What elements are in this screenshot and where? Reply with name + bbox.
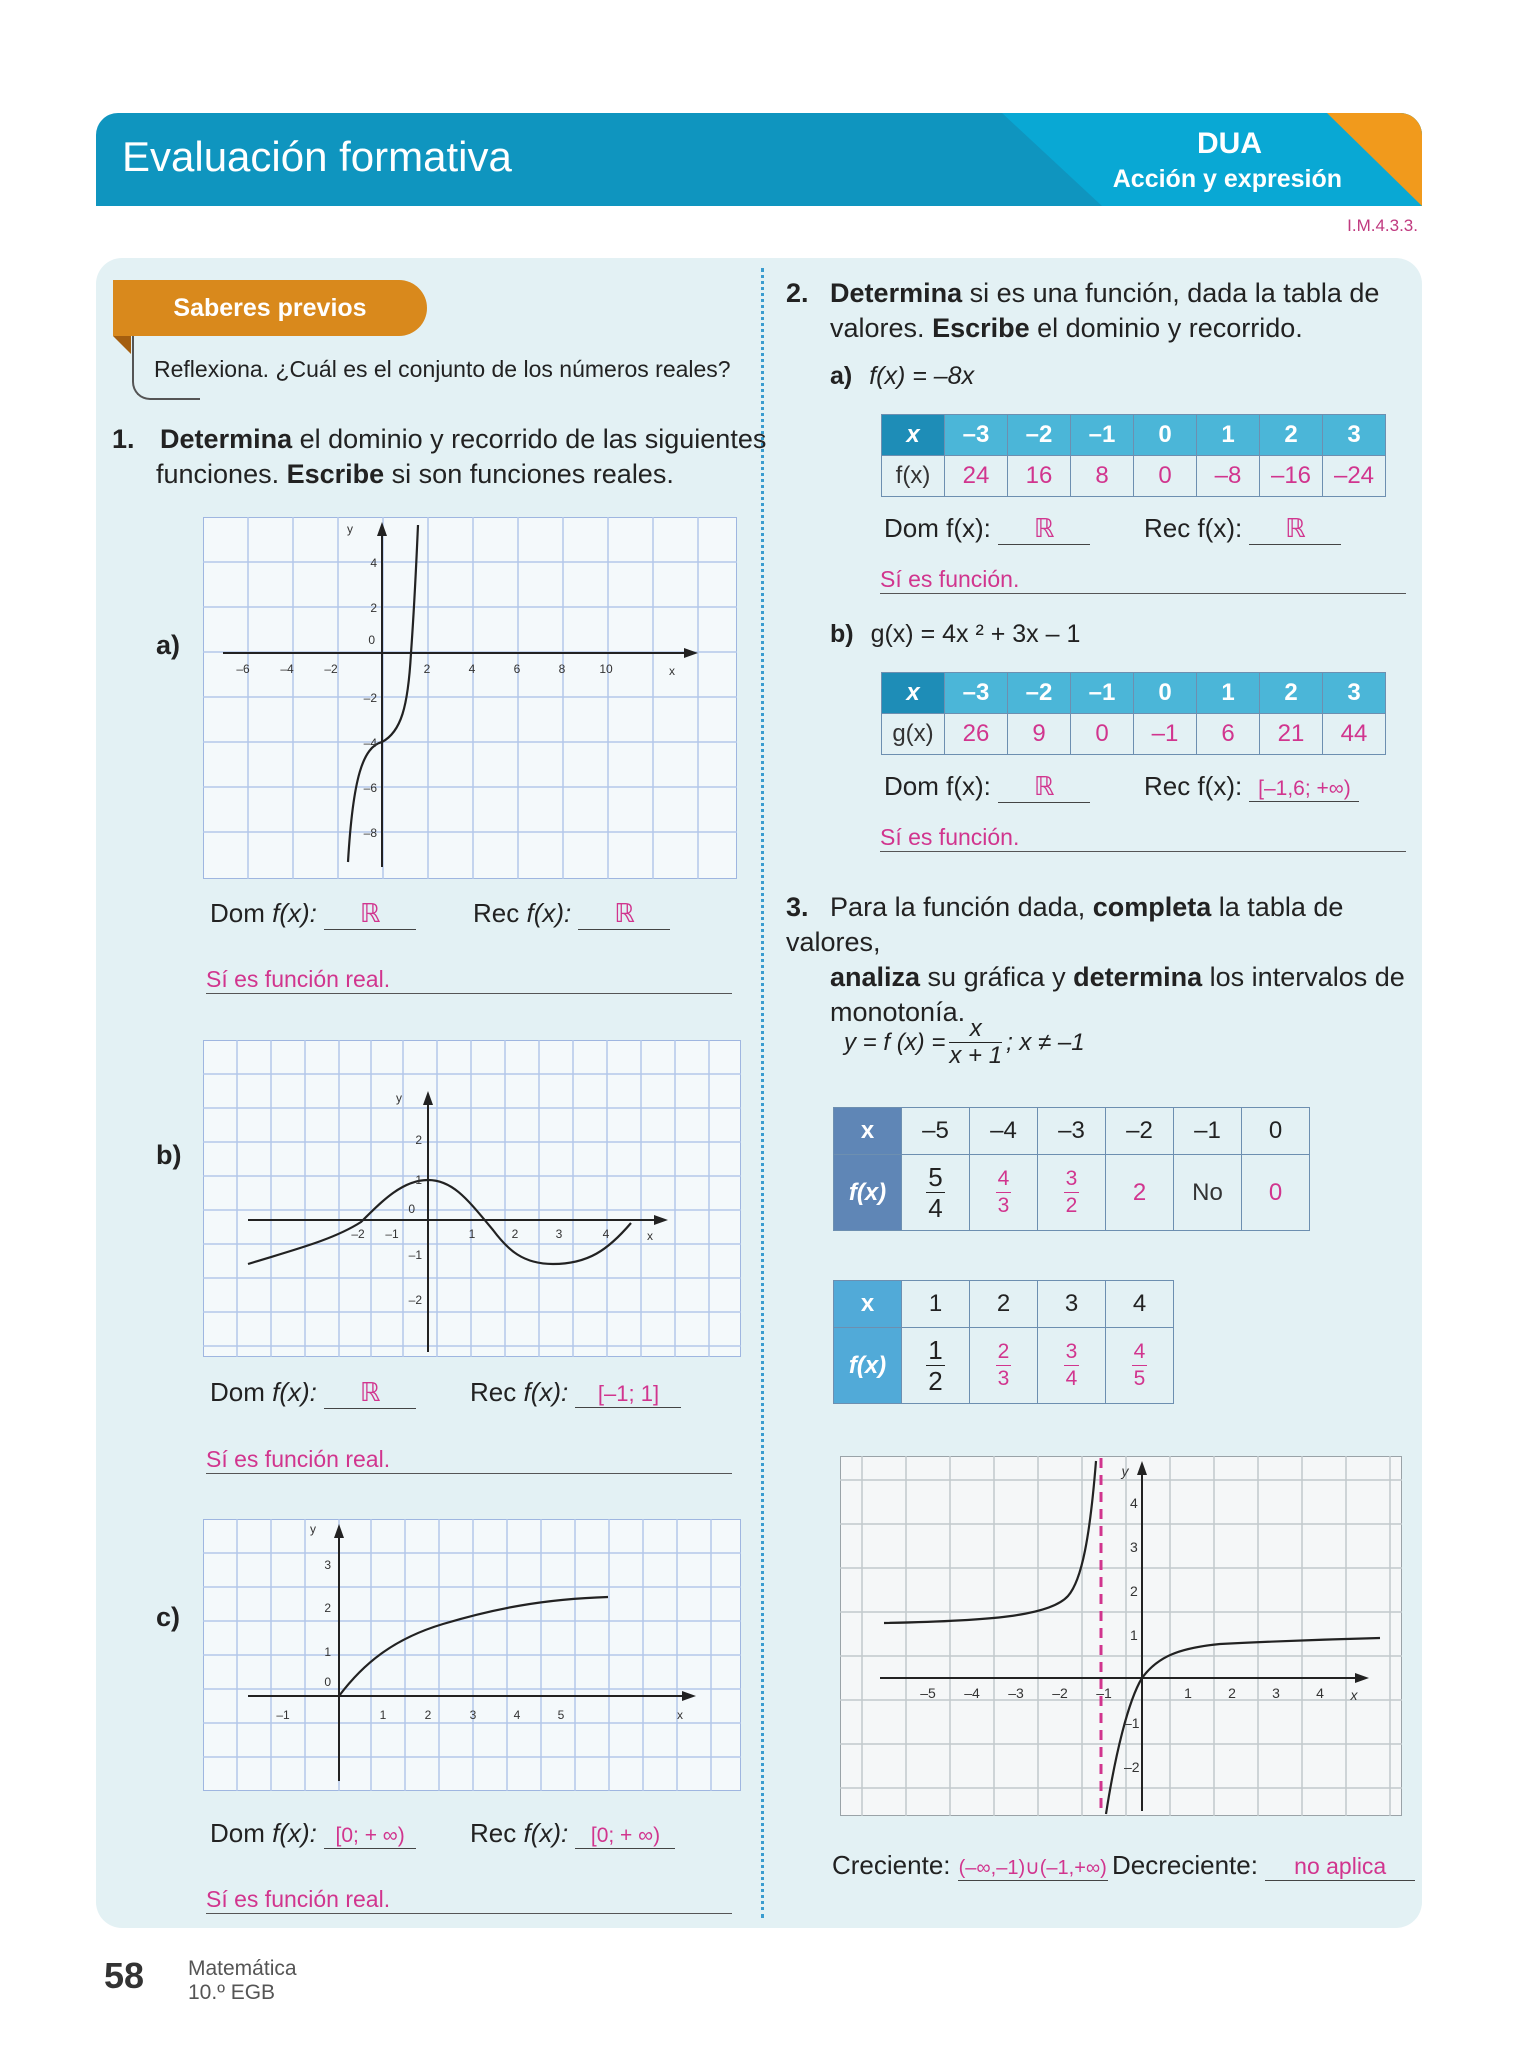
table-cell: –1 (1174, 1108, 1242, 1155)
q1c-rec-answer: [0; + ∞) (575, 1824, 675, 1849)
table-cell: 26 (945, 714, 1008, 755)
rec-label: Rec (470, 1818, 517, 1848)
tick-label: 4 (468, 662, 476, 676)
axis-x-name: x (1350, 1687, 1358, 1703)
table-cell: 8 (1071, 456, 1134, 497)
table-cell: 1 (1197, 673, 1260, 714)
tick-label: 3 (1130, 1539, 1138, 1555)
footer-subject-name: Matemática (188, 1957, 297, 1980)
q1b-label: b) (156, 1140, 182, 1170)
table-cell: 0 (1134, 673, 1197, 714)
axis-x-name: x (669, 664, 675, 678)
table-cell: 0 (1134, 415, 1197, 456)
axis-y-name: y (1121, 1463, 1129, 1479)
tick-label: 2 (423, 662, 431, 676)
tick-label: 5 (557, 1708, 565, 1722)
frac-den: 4 (1065, 1367, 1078, 1390)
axis-x-name: x (647, 1229, 653, 1243)
dua-subtitle: Acción y expresión (1112, 165, 1342, 193)
tick-label: –1 (1096, 1685, 1112, 1701)
q1-line1 (160, 422, 766, 457)
q2-text1: si es una función, dada la tabla de (962, 278, 1380, 308)
q2b-table (881, 672, 1386, 755)
tick-label: 2 (415, 1133, 422, 1147)
header-bar (96, 113, 1422, 206)
tick-label: 4 (1316, 1685, 1324, 1701)
table-header: f(x) (834, 1155, 902, 1231)
q1-text3: si son funciones reales. (384, 459, 674, 489)
tick-label: 4 (1130, 1495, 1138, 1511)
q3-formula (844, 1016, 1085, 1069)
q1a-label: a) (156, 630, 181, 660)
table-cell: No (1174, 1155, 1242, 1231)
fx-label: f(x): (272, 898, 317, 928)
formula-condition: ; x ≠ –1 (1006, 1028, 1085, 1056)
frac-den: 2 (1065, 1194, 1078, 1217)
tick-label: 10 (599, 662, 613, 676)
fx-label: f(x): (526, 898, 572, 928)
q2b-heading (830, 620, 1080, 649)
rec-label: Rec (470, 1377, 517, 1407)
q2b-label: b) (830, 620, 854, 648)
q2b-rec (1144, 771, 1359, 802)
tick-label: –4 (280, 662, 294, 676)
tick-label: –1 (408, 1248, 422, 1262)
table-cell: –1 (1071, 673, 1134, 714)
tick-label: 2 (1130, 1583, 1138, 1599)
page-number: 58 (104, 1955, 145, 1996)
decreciente-label: Decreciente: (1112, 1850, 1258, 1880)
table-cell (970, 1155, 1038, 1231)
q3-decreciente (1112, 1850, 1415, 1881)
q1c-dom-answer: [0; + ∞) (324, 1824, 416, 1849)
tick-label: 0 (408, 1202, 415, 1216)
q2b-formula: g(x) = 4x ² + 3x – 1 (870, 620, 1081, 648)
q1a-dom-answer: ℝ (324, 898, 416, 930)
tick-label: –2 (363, 691, 377, 705)
table-cell: 1 (902, 1281, 970, 1328)
q3-text: su gráfica y (920, 962, 1074, 992)
table-header: x (882, 415, 945, 456)
q2b-rec-answer: [–1,6; +∞) (1249, 777, 1359, 802)
table-cell (1038, 1155, 1106, 1231)
table-cell: –3 (945, 415, 1008, 456)
frac-den: 3 (997, 1194, 1010, 1217)
table-cell (970, 1328, 1038, 1404)
fx-label: f(x): (272, 1377, 317, 1407)
q1c-answer: Sí es función real. (206, 1886, 732, 1914)
formula-den: x + 1 (949, 1042, 1003, 1069)
q2b-dom (884, 771, 1090, 803)
frac-den: 5 (1133, 1367, 1146, 1390)
table-cell (902, 1155, 970, 1231)
q3-statement (786, 890, 1414, 1030)
footer-subject (188, 1957, 297, 2005)
q1b-answer: Sí es función real. (206, 1446, 732, 1474)
tick-label: 4 (370, 556, 377, 570)
frac-num: 1 (928, 1334, 943, 1365)
dom-label: Dom f(x): (884, 771, 991, 801)
q3-text: la tabla de valores, (786, 892, 1344, 957)
table-cell (902, 1328, 970, 1404)
tick-label: 3 (555, 1227, 563, 1241)
tick-label: –2 (1052, 1685, 1068, 1701)
q1c-dom (210, 1818, 416, 1849)
tick-label: –8 (363, 826, 377, 840)
tick-label: 3 (324, 1558, 331, 1572)
q3-verb: analiza (830, 962, 921, 992)
q1b-rec-answer: [–1; 1] (575, 1381, 681, 1408)
q2b-dom-answer: ℝ (998, 771, 1090, 803)
table-cell: 24 (945, 456, 1008, 497)
table-cell: 9 (1008, 714, 1071, 755)
q2a-dom (884, 513, 1090, 545)
table-cell: –2 (1106, 1108, 1174, 1155)
table-cell: –2 (1008, 673, 1071, 714)
tick-label: 6 (513, 662, 521, 676)
fx-label: f(x): (523, 1377, 569, 1407)
table-cell (1106, 1328, 1174, 1404)
dom-label: Dom (210, 1818, 265, 1848)
indicator-code: I.M.4.3.3. (1347, 216, 1418, 235)
q1-text1: el dominio y recorrido de las siguientes (292, 424, 767, 454)
table-cell: 2 (1106, 1155, 1174, 1231)
frac-num: 4 (996, 1166, 1012, 1193)
tick-label: –3 (1008, 1685, 1024, 1701)
table-cell: –1 (1071, 415, 1134, 456)
tick-label: 3 (469, 1708, 477, 1722)
q1b-dom (210, 1377, 416, 1409)
axis-x-name: x (677, 1708, 683, 1722)
table-cell: 3 (1323, 673, 1386, 714)
q1-line2 (156, 457, 674, 492)
q2a-label: a) (830, 362, 853, 390)
saberes-tab: Saberes previos (113, 280, 427, 336)
tick-label: –1 (276, 1708, 290, 1722)
tick-label: 4 (513, 1708, 521, 1722)
tick-label: –6 (363, 781, 377, 795)
table-cell: 44 (1323, 714, 1386, 755)
tick-label: 2 (370, 601, 377, 615)
tick-label: 1 (379, 1708, 387, 1722)
table-row-label: g(x) (882, 714, 945, 755)
q2a-table (881, 414, 1386, 497)
rec-label: Rec f(x): (1144, 771, 1243, 801)
table-cell: –16 (1260, 456, 1323, 497)
tick-label: 2 (424, 1708, 432, 1722)
column-divider (761, 268, 764, 1918)
frac-num: 2 (996, 1339, 1012, 1366)
formula-left: y = f (x) = (844, 1028, 946, 1056)
q3-text: monotonía. (830, 997, 966, 1027)
footer-grade: 10.º EGB (188, 1981, 276, 2004)
table-cell: –5 (902, 1108, 970, 1155)
q1-verb2: Escribe (286, 459, 385, 489)
dom-label: Dom (210, 1377, 265, 1407)
q1c-rec (470, 1818, 675, 1849)
tick-label: –2 (351, 1227, 365, 1241)
fx-label: f(x): (523, 1818, 569, 1848)
q1a-answer: Sí es función real. (206, 966, 732, 994)
frac-num: 4 (1132, 1339, 1148, 1366)
table-cell: 6 (1197, 714, 1260, 755)
table-cell: –3 (1038, 1108, 1106, 1155)
tick-label: 2 (1228, 1685, 1236, 1701)
q2-verb1: Determina (830, 278, 963, 308)
q3-text: los intervalos de (1202, 962, 1405, 992)
tick-label: –1 (385, 1227, 399, 1241)
q2a-rec-answer: ℝ (1249, 513, 1341, 545)
q2-text3: el dominio y recorrido. (1029, 313, 1303, 343)
tick-label: –2 (324, 662, 338, 676)
q2-verb2: Escribe (932, 313, 1030, 343)
creciente-answer: (–∞,–1)∪(–1,+∞) (958, 1857, 1107, 1879)
table-cell: 1 (1197, 415, 1260, 456)
tick-label: –5 (920, 1685, 936, 1701)
creciente-label: Creciente: (832, 1850, 951, 1880)
tick-label: 1 (1184, 1685, 1192, 1701)
q3-creciente (832, 1850, 1108, 1881)
q3-verb: completa (1092, 892, 1212, 922)
q1b-dom-answer: ℝ (324, 1377, 416, 1409)
fx-label: f(x): (272, 1818, 317, 1848)
q1a-dom (210, 898, 416, 930)
formula-num: x (949, 1016, 1002, 1043)
table-cell: 21 (1260, 714, 1323, 755)
table-cell: –3 (945, 673, 1008, 714)
tick-label: 2 (511, 1227, 519, 1241)
table-cell: –2 (1008, 415, 1071, 456)
decreciente-answer: no aplica (1265, 1853, 1415, 1881)
q2a-heading (830, 362, 974, 391)
table-cell: –1 (1134, 714, 1197, 755)
q1-verb1: Determina (160, 424, 293, 454)
table-cell: 3 (1038, 1281, 1106, 1328)
table-cell: 4 (1106, 1281, 1174, 1328)
rec-label: Rec f(x): (1144, 513, 1243, 543)
frac-den: 2 (928, 1365, 943, 1396)
page-title: Evaluación formativa (122, 133, 512, 180)
graph-q1b (203, 1040, 741, 1362)
tick-label: 0 (324, 1675, 331, 1689)
axis-y-name: y (347, 522, 353, 536)
table-row-label: f(x) (882, 456, 945, 497)
table-cell: –24 (1323, 456, 1386, 497)
frac-den: 3 (997, 1367, 1010, 1390)
tick-label: –6 (236, 662, 250, 676)
table-header: f(x) (834, 1328, 902, 1404)
q1a-rec (473, 898, 670, 930)
tick-label: –2 (1124, 1759, 1140, 1775)
tick-label: 0 (368, 633, 375, 647)
graph-q1a (203, 517, 737, 884)
tick-label: –4 (964, 1685, 980, 1701)
graph-q1c (203, 1519, 741, 1796)
tick-label: –2 (408, 1293, 422, 1307)
table-cell: 0 (1242, 1108, 1310, 1155)
tick-label: 4 (602, 1227, 610, 1241)
axis-y-name: y (396, 1091, 402, 1105)
q1c-label: c) (156, 1602, 181, 1632)
tick-label: 1 (1130, 1627, 1138, 1643)
q2a-rec (1144, 513, 1341, 545)
tick-label: 2 (324, 1601, 331, 1615)
table-cell: 0 (1242, 1155, 1310, 1231)
axis-y-name: y (310, 1522, 316, 1536)
graph-q3 (840, 1456, 1402, 1821)
frac-num: 5 (928, 1161, 943, 1192)
q2a-formula: f(x) = –8x (869, 362, 975, 390)
q3-table2 (833, 1280, 1174, 1404)
q2a-dom-answer: ℝ (998, 513, 1090, 545)
q1-number: 1. (112, 424, 135, 454)
rec-label: Rec (473, 898, 520, 928)
tick-label: 8 (558, 662, 566, 676)
formula-fraction (949, 1016, 1002, 1069)
table-cell: 0 (1071, 714, 1134, 755)
q1a-rec-answer: ℝ (578, 898, 670, 930)
q1-statement (112, 422, 766, 492)
frac-den: 4 (928, 1192, 943, 1223)
table-cell: –4 (970, 1108, 1038, 1155)
dua-title: DUA (1197, 127, 1262, 160)
tick-label: 1 (324, 1645, 331, 1659)
q2-number: 2. (786, 278, 809, 308)
table-header: x (834, 1281, 902, 1328)
q1-text2: funciones. (156, 459, 280, 489)
table-cell: 16 (1008, 456, 1071, 497)
q3-table1 (833, 1107, 1310, 1231)
dom-label: Dom f(x): (884, 513, 991, 543)
tick-label: 3 (1272, 1685, 1280, 1701)
tick-label: 1 (415, 1173, 422, 1187)
tick-label: –1 (1124, 1715, 1140, 1731)
q2a-answer: Sí es función. (880, 566, 1406, 594)
table-cell: 0 (1134, 456, 1197, 497)
table-cell: 2 (970, 1281, 1038, 1328)
table-cell: 2 (1260, 673, 1323, 714)
table-header: x (834, 1108, 902, 1155)
frac-num: 3 (1064, 1166, 1080, 1193)
table-header: x (882, 673, 945, 714)
dom-label: Dom (210, 898, 265, 928)
table-cell: 2 (1260, 415, 1323, 456)
table-cell (1038, 1328, 1106, 1404)
q2-statement (786, 276, 1414, 346)
frac-num: 3 (1064, 1339, 1080, 1366)
table-cell: 3 (1323, 415, 1386, 456)
q3-text: Para la función dada, (830, 892, 1093, 922)
q2b-answer: Sí es función. (880, 824, 1406, 852)
q1b-rec (470, 1377, 681, 1408)
saberes-text: Reflexiona. ¿Cuál es el conjunto de los números reales? (154, 356, 731, 382)
q2-text2: valores. (830, 313, 925, 343)
tick-label: –4 (363, 736, 377, 750)
tick-label: 1 (468, 1227, 476, 1241)
q3-verb: determina (1073, 962, 1203, 992)
table-cell: –8 (1197, 456, 1260, 497)
q3-number: 3. (786, 892, 809, 922)
